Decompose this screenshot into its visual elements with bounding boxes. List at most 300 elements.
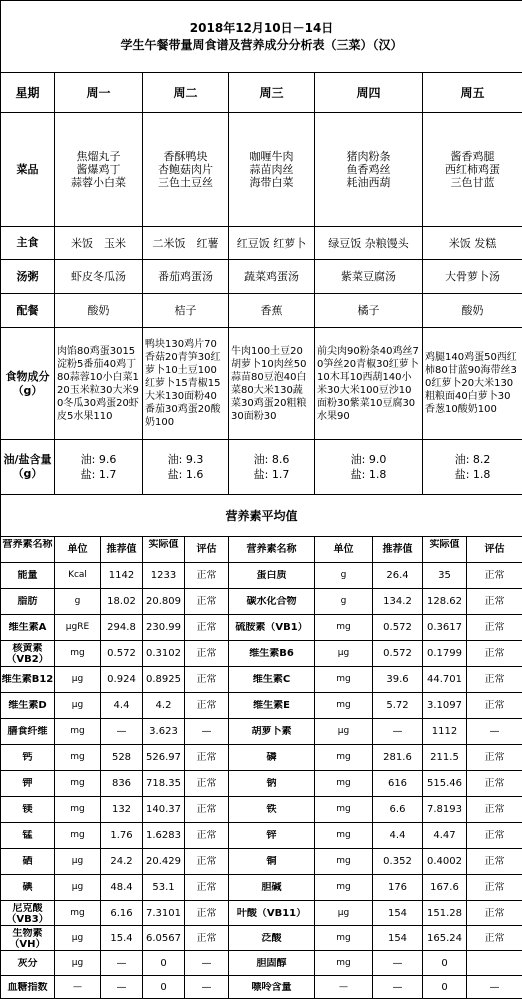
actual-value: 718.35 (143, 778, 184, 789)
recommended-value-cell (101, 693, 143, 719)
evaluation-2: — (467, 982, 522, 993)
nutrient-name-2: 磷 (229, 752, 314, 763)
nutrition-row (1, 771, 522, 797)
recommended-value: 0.924 (101, 674, 142, 685)
dishes-tue: 香酥鸭块 杏鲍菇肉片 三色土豆丝 (143, 113, 229, 227)
unit: mg (55, 804, 100, 815)
nutrition-row (1, 641, 522, 667)
nutrient-name-cell (1, 589, 55, 615)
staple-mon: 米饭 玉米 (55, 227, 143, 260)
unit-2: — (315, 982, 372, 993)
recommended-value-2: 176 (373, 882, 422, 893)
evaluation-2-cell (467, 823, 522, 849)
recommended-value-cell (101, 823, 143, 849)
actual-value-2-cell (423, 563, 467, 589)
nutrient-name-2: 铜 (229, 856, 314, 867)
nutrition-row (1, 901, 522, 926)
nutrient-name-2: 胆碱 (229, 882, 314, 893)
nutrition-section-title: 营养素平均值 (1, 495, 522, 537)
recommended-value-2: — (373, 726, 422, 737)
nutrient-name: 尼克酸（VB3） (1, 903, 54, 924)
unit-cell (55, 745, 101, 771)
dishes-label: 菜品 (1, 113, 55, 227)
evaluation-2-cell (467, 976, 522, 999)
actual-value: 3.623 (143, 726, 184, 737)
evaluation: 正常 (185, 882, 228, 893)
actual-value-2-cell (423, 615, 467, 641)
nutrient-name-cell (1, 771, 55, 797)
actual-value-2-cell (423, 823, 467, 849)
evaluation: 正常 (185, 622, 228, 633)
title-date: 2018年12月10日－14日 (1, 20, 522, 37)
evaluation: 正常 (185, 778, 228, 789)
nutrient-name: 核黄素（VB2） (1, 643, 54, 665)
evaluation-cell (185, 875, 229, 901)
actual-value: 20.429 (143, 856, 184, 867)
recommended-value-2: — (373, 958, 422, 969)
actual-value: 0 (143, 958, 184, 969)
oil-tue: 油: 9.3 (143, 452, 228, 467)
unit-2-cell (315, 719, 373, 745)
unit-2: mg (315, 804, 372, 815)
actual-value: 4.2 (143, 700, 184, 711)
document-title (1, 1, 522, 73)
unit: mg (55, 752, 100, 763)
recommended-value: 132 (101, 804, 142, 815)
actual-value-cell (143, 589, 185, 615)
unit-cell (55, 976, 101, 999)
recommended-value-2-cell (373, 719, 423, 745)
nutrient-name-2-cell (229, 951, 315, 976)
actual-value: 0.8925 (143, 674, 184, 685)
recommended-value-2-cell (373, 693, 423, 719)
evaluation: 正常 (185, 570, 228, 581)
day-header: 星期 (1, 73, 55, 113)
evaluation-2: 正常 (467, 648, 522, 659)
recommended-value-cell (101, 875, 143, 901)
unit-2: mg (315, 752, 372, 763)
unit: μg (55, 933, 100, 944)
evaluation-2-cell (467, 693, 522, 719)
nutrient-name: 钾 (1, 778, 54, 789)
recommended-value-2-cell (373, 823, 423, 849)
nutrient-name-cell (1, 797, 55, 823)
actual-value-2: 211.5 (423, 752, 466, 763)
evaluation-2-cell (467, 745, 522, 771)
unit-2-cell (315, 875, 373, 901)
unit-cell (55, 849, 101, 875)
recommended-value: 528 (101, 752, 142, 763)
nutrition-row (1, 797, 522, 823)
actual-value-2-cell (423, 667, 467, 693)
soup-wed: 蔬菜鸡蛋汤 (229, 260, 315, 294)
salt-tue: 盐: 1.6 (143, 467, 228, 482)
nutrient-name-2-cell (229, 589, 315, 615)
nutrition-row (1, 563, 522, 589)
actual-value-2-cell (423, 951, 467, 976)
recommended-value-2-cell (373, 875, 423, 901)
actual-value-2-cell (423, 901, 467, 926)
actual-value-2: 3.1097 (423, 700, 466, 711)
actual-value-2-cell (423, 719, 467, 745)
unit-2: mg (315, 882, 372, 893)
unit: μg (55, 958, 100, 969)
unit: Kcal (55, 570, 100, 581)
actual-value-2-cell (423, 926, 467, 951)
nutrient-name-2-cell (229, 797, 315, 823)
unit: mg (55, 778, 100, 789)
unit-2-cell (315, 615, 373, 641)
unit: — (55, 982, 100, 993)
evaluation: — (185, 958, 228, 969)
actual-value-2-cell (423, 693, 467, 719)
recommended-value-cell (101, 976, 143, 999)
unit-2-cell (315, 693, 373, 719)
nutrient-name: 维生素D (1, 700, 54, 711)
day-header-wed: 周三 (229, 73, 315, 113)
actual-value: 1.6283 (143, 830, 184, 841)
recommended-value: — (101, 726, 142, 737)
recommended-value-2: 616 (373, 778, 422, 789)
nutrient-name: 硒 (1, 856, 54, 867)
nutrient-name-2: 维生素C (229, 674, 314, 685)
food-tue: 鸭块130鸡片70香菇20青笋30红萝卜10土豆100红萝卜15青椒15大米130面粉40番茄30鸡蛋20酸奶100 (143, 328, 229, 440)
evaluation-2-cell (467, 926, 522, 951)
nutrition-row (1, 951, 522, 976)
recommended-value-2-cell (373, 849, 423, 875)
recommended-value-cell (101, 589, 143, 615)
nutrient-name-2-cell (229, 745, 315, 771)
unit-cell (55, 823, 101, 849)
recommended-value-2-cell (373, 797, 423, 823)
recommended-value-cell (101, 771, 143, 797)
unit-cell (55, 797, 101, 823)
unit-cell (55, 771, 101, 797)
nutrient-name-2-cell (229, 926, 315, 951)
nutrition-row (1, 976, 522, 999)
actual-value-2: 0 (423, 958, 466, 969)
nutrient-name-2: 维生素E (229, 700, 314, 711)
nutrition-row (1, 849, 522, 875)
recommended-value-cell (101, 667, 143, 693)
actual-value-2-cell (423, 771, 467, 797)
staple-wed: 红豆饭 红萝卜 (229, 227, 315, 260)
evaluation-2: 正常 (467, 933, 522, 944)
evaluation-2-cell (467, 719, 522, 745)
day-header-mon: 周一 (55, 73, 143, 113)
actual-value-2: 0.1799 (423, 648, 466, 659)
recommended-value-cell (101, 797, 143, 823)
evaluation-2: 正常 (467, 622, 522, 633)
evaluation-2: 正常 (467, 778, 522, 789)
unit: μg (55, 882, 100, 893)
actual-value-cell (143, 719, 185, 745)
recommended-value: 836 (101, 778, 142, 789)
col-header-unit: 单位 (55, 537, 101, 563)
actual-value-2: 4.47 (423, 830, 466, 841)
nutrient-name-2-cell (229, 875, 315, 901)
unit-cell (55, 641, 101, 667)
nutrient-name: 锰 (1, 830, 54, 841)
recommended-value-cell (101, 641, 143, 667)
nutrient-name-2: 胡萝卜素 (229, 726, 314, 737)
actual-value-2: 167.6 (423, 882, 466, 893)
actual-value-cell (143, 667, 185, 693)
evaluation-cell (185, 951, 229, 976)
unit-2-cell (315, 901, 373, 926)
recommended-value-2-cell (373, 951, 423, 976)
unit: μg (55, 674, 100, 685)
oil-salt-wed (229, 440, 315, 495)
evaluation: 正常 (185, 933, 228, 944)
oil-salt-thu (315, 440, 423, 495)
evaluation-2-cell (467, 849, 522, 875)
col-header-nutrient (1, 537, 55, 563)
recommended-value: 24.2 (101, 856, 142, 867)
recommended-value-2-cell (373, 926, 423, 951)
soup-thu: 紫菜豆腐汤 (315, 260, 423, 294)
oil-wed: 油: 8.6 (229, 452, 314, 467)
unit-2: g (315, 596, 372, 607)
col-header-recommended: 推荐值 (101, 537, 143, 563)
col-header-actual (143, 537, 185, 563)
recommended-value-cell (101, 745, 143, 771)
actual-value-cell (143, 797, 185, 823)
nutrient-name-2-cell (229, 771, 315, 797)
recommended-value-2-cell (373, 745, 423, 771)
evaluation-cell (185, 719, 229, 745)
nutrient-name-2-cell (229, 641, 315, 667)
unit-cell (55, 875, 101, 901)
recommended-value-2-cell (373, 901, 423, 926)
evaluation: 正常 (185, 674, 228, 685)
recommended-value-2-cell (373, 589, 423, 615)
nutrient-name-cell (1, 976, 55, 999)
food-thu: 前尖肉90粉条40鸡丝70笋丝20青椒30红萝卜10木耳10西葫140小米30大米100豆沙10面粉30紫菜10豆腐30水果90 (315, 328, 423, 440)
nutrient-name-cell (1, 901, 55, 926)
actual-value-cell (143, 875, 185, 901)
actual-value-2-cell (423, 641, 467, 667)
recommended-value: 0.572 (101, 648, 142, 659)
day-header-thu: 周四 (315, 73, 423, 113)
recommended-value-2: — (373, 982, 422, 993)
staple-thu: 绿豆饭 杂粮馒头 (315, 227, 423, 260)
unit-2-cell (315, 849, 373, 875)
evaluation-cell (185, 667, 229, 693)
evaluation-cell (185, 563, 229, 589)
unit-2: mg (315, 700, 372, 711)
actual-value-2: 1112 (423, 726, 466, 737)
salt-wed: 盐: 1.7 (229, 467, 314, 482)
actual-value-2-cell (423, 797, 467, 823)
unit-2-cell (315, 976, 373, 999)
evaluation: 正常 (185, 648, 228, 659)
recommended-value-cell (101, 951, 143, 976)
side-thu: 橘子 (315, 294, 423, 328)
col-header-actual-2-text: 实际值 (423, 539, 466, 561)
recommended-value-cell (101, 719, 143, 745)
unit-2-cell (315, 745, 373, 771)
unit-cell (55, 589, 101, 615)
actual-value-cell (143, 641, 185, 667)
evaluation-2: 正常 (467, 674, 522, 685)
actual-value-cell (143, 563, 185, 589)
soup-mon: 虾皮冬瓜汤 (55, 260, 143, 294)
staple-tue: 二米饭 红薯 (143, 227, 229, 260)
unit: μgRE (55, 622, 100, 633)
unit-2: mg (315, 933, 372, 944)
nutrient-name-cell (1, 563, 55, 589)
evaluation: — (185, 726, 228, 737)
col-header-evaluation-2: 评估 (467, 537, 522, 563)
salt-mon: 盐: 1.7 (55, 467, 142, 482)
nutrient-name-2: 锌 (229, 830, 314, 841)
recommended-value-2-cell (373, 771, 423, 797)
evaluation-2-cell (467, 563, 522, 589)
recommended-value: — (101, 982, 142, 993)
recommended-value-2-cell (373, 615, 423, 641)
evaluation-2: 正常 (467, 752, 522, 763)
recommended-value-2: 26.4 (373, 570, 422, 581)
evaluation-2-cell (467, 615, 522, 641)
unit-2-cell (315, 563, 373, 589)
nutrient-name-2: 蛋白质 (229, 570, 314, 581)
recommended-value-2: 5.72 (373, 700, 422, 711)
oil-salt-fri (423, 440, 522, 495)
unit-2-cell (315, 797, 373, 823)
side-tue: 桔子 (143, 294, 229, 328)
salt-thu: 盐: 1.8 (315, 467, 422, 482)
oil-fri: 油: 8.2 (423, 452, 522, 467)
nutrition-rows (1, 563, 522, 999)
evaluation-cell (185, 771, 229, 797)
actual-value-cell (143, 926, 185, 951)
evaluation-2: 正常 (467, 804, 522, 815)
nutrient-name-2-cell (229, 719, 315, 745)
dishes-fri: 酱香鸡腿 西红柿鸡蛋 三色甘蓝 (423, 113, 522, 227)
nutrient-name-cell (1, 875, 55, 901)
recommended-value: 4.4 (101, 700, 142, 711)
nutrient-name: 能量 (1, 570, 54, 581)
unit-cell (55, 719, 101, 745)
evaluation: 正常 (185, 752, 228, 763)
actual-value-2: 0.4002 (423, 856, 466, 867)
recommended-value-2: 154 (373, 933, 422, 944)
recommended-value: 1142 (101, 570, 142, 581)
unit-2: μg (315, 648, 372, 659)
nutrient-name-cell (1, 823, 55, 849)
unit-cell (55, 901, 101, 926)
nutrition-row (1, 926, 522, 951)
oil-salt-label: 油/盐含量（g） (1, 440, 55, 495)
nutrient-name-cell (1, 745, 55, 771)
nutrition-row (1, 745, 522, 771)
actual-value-2: 151.28 (423, 908, 466, 919)
evaluation-2: — (467, 726, 522, 737)
unit-2-cell (315, 641, 373, 667)
evaluation-2: 正常 (467, 856, 522, 867)
col-header-evaluation: 评估 (185, 537, 229, 563)
actual-value-cell (143, 771, 185, 797)
nutrient-name-cell (1, 719, 55, 745)
actual-value: 7.3101 (143, 908, 184, 919)
evaluation-2-cell (467, 771, 522, 797)
unit-2: mg (315, 674, 372, 685)
col-header-nutrient-2: 营养素名称 (229, 537, 315, 563)
evaluation-cell (185, 615, 229, 641)
actual-value-cell (143, 745, 185, 771)
unit-2: mg (315, 856, 372, 867)
nutrient-name-2: 叶酸（VB11） (229, 908, 314, 919)
recommended-value: 6.16 (101, 908, 142, 919)
evaluation-cell (185, 849, 229, 875)
food-wed: 牛肉100土豆20胡萝卜10肉丝50蒜苗80豆泡40白菜80大米130蔬菜30鸡蛋20粗粮30面粉30 (229, 328, 315, 440)
recommended-value-cell (101, 615, 143, 641)
evaluation-cell (185, 745, 229, 771)
day-header-fri: 周五 (423, 73, 522, 113)
unit: μg (55, 700, 100, 711)
unit-cell (55, 615, 101, 641)
nutrient-name: 镁 (1, 804, 54, 815)
unit-cell (55, 667, 101, 693)
nutrient-name-2: 泛酸 (229, 933, 314, 944)
nutrient-name: 血糖指数 (1, 982, 54, 993)
evaluation-2: 正常 (467, 908, 522, 919)
evaluation-2-cell (467, 641, 522, 667)
evaluation-2: 正常 (467, 830, 522, 841)
evaluation-cell (185, 589, 229, 615)
actual-value: 1233 (143, 570, 184, 581)
nutrient-name-cell (1, 849, 55, 875)
actual-value: 526.97 (143, 752, 184, 763)
recommended-value-2-cell (373, 976, 423, 999)
recommended-value: 48.4 (101, 882, 142, 893)
nutrient-name-cell (1, 667, 55, 693)
dishes-wed: 咖喱牛肉 蒜苗肉丝 海带白菜 (229, 113, 315, 227)
evaluation-cell (185, 641, 229, 667)
unit-2: mg (315, 622, 372, 633)
col-header-recommended-2: 推荐值 (373, 537, 423, 563)
evaluation-2-cell (467, 875, 522, 901)
food-label: 食物成分（g） (1, 328, 55, 440)
side-mon: 酸奶 (55, 294, 143, 328)
evaluation-2: 正常 (467, 570, 522, 581)
unit-2-cell (315, 951, 373, 976)
recommended-value-cell (101, 926, 143, 951)
side-fri: 酸奶 (423, 294, 522, 328)
recommended-value-2: 39.6 (373, 674, 422, 685)
nutrient-name: 维生素A (1, 622, 54, 633)
nutrient-name-2: 嘌呤含量 (229, 982, 314, 993)
evaluation-2-cell (467, 951, 522, 976)
recommended-value-cell (101, 849, 143, 875)
recommended-value-2: 0.352 (373, 856, 422, 867)
actual-value: 53.1 (143, 882, 184, 893)
unit-2: μg (315, 726, 372, 737)
actual-value-cell (143, 951, 185, 976)
col-header-unit-2: 单位 (315, 537, 373, 563)
evaluation: 正常 (185, 856, 228, 867)
side-wed: 香蕉 (229, 294, 315, 328)
unit-2-cell (315, 667, 373, 693)
evaluation-cell (185, 976, 229, 999)
nutrient-name: 钙 (1, 752, 54, 763)
recommended-value-2: 281.6 (373, 752, 422, 763)
unit: g (55, 596, 100, 607)
nutrient-name: 脂肪 (1, 596, 54, 607)
nutrient-name-cell (1, 615, 55, 641)
nutrient-name-2: 碳水化合物 (229, 596, 314, 607)
